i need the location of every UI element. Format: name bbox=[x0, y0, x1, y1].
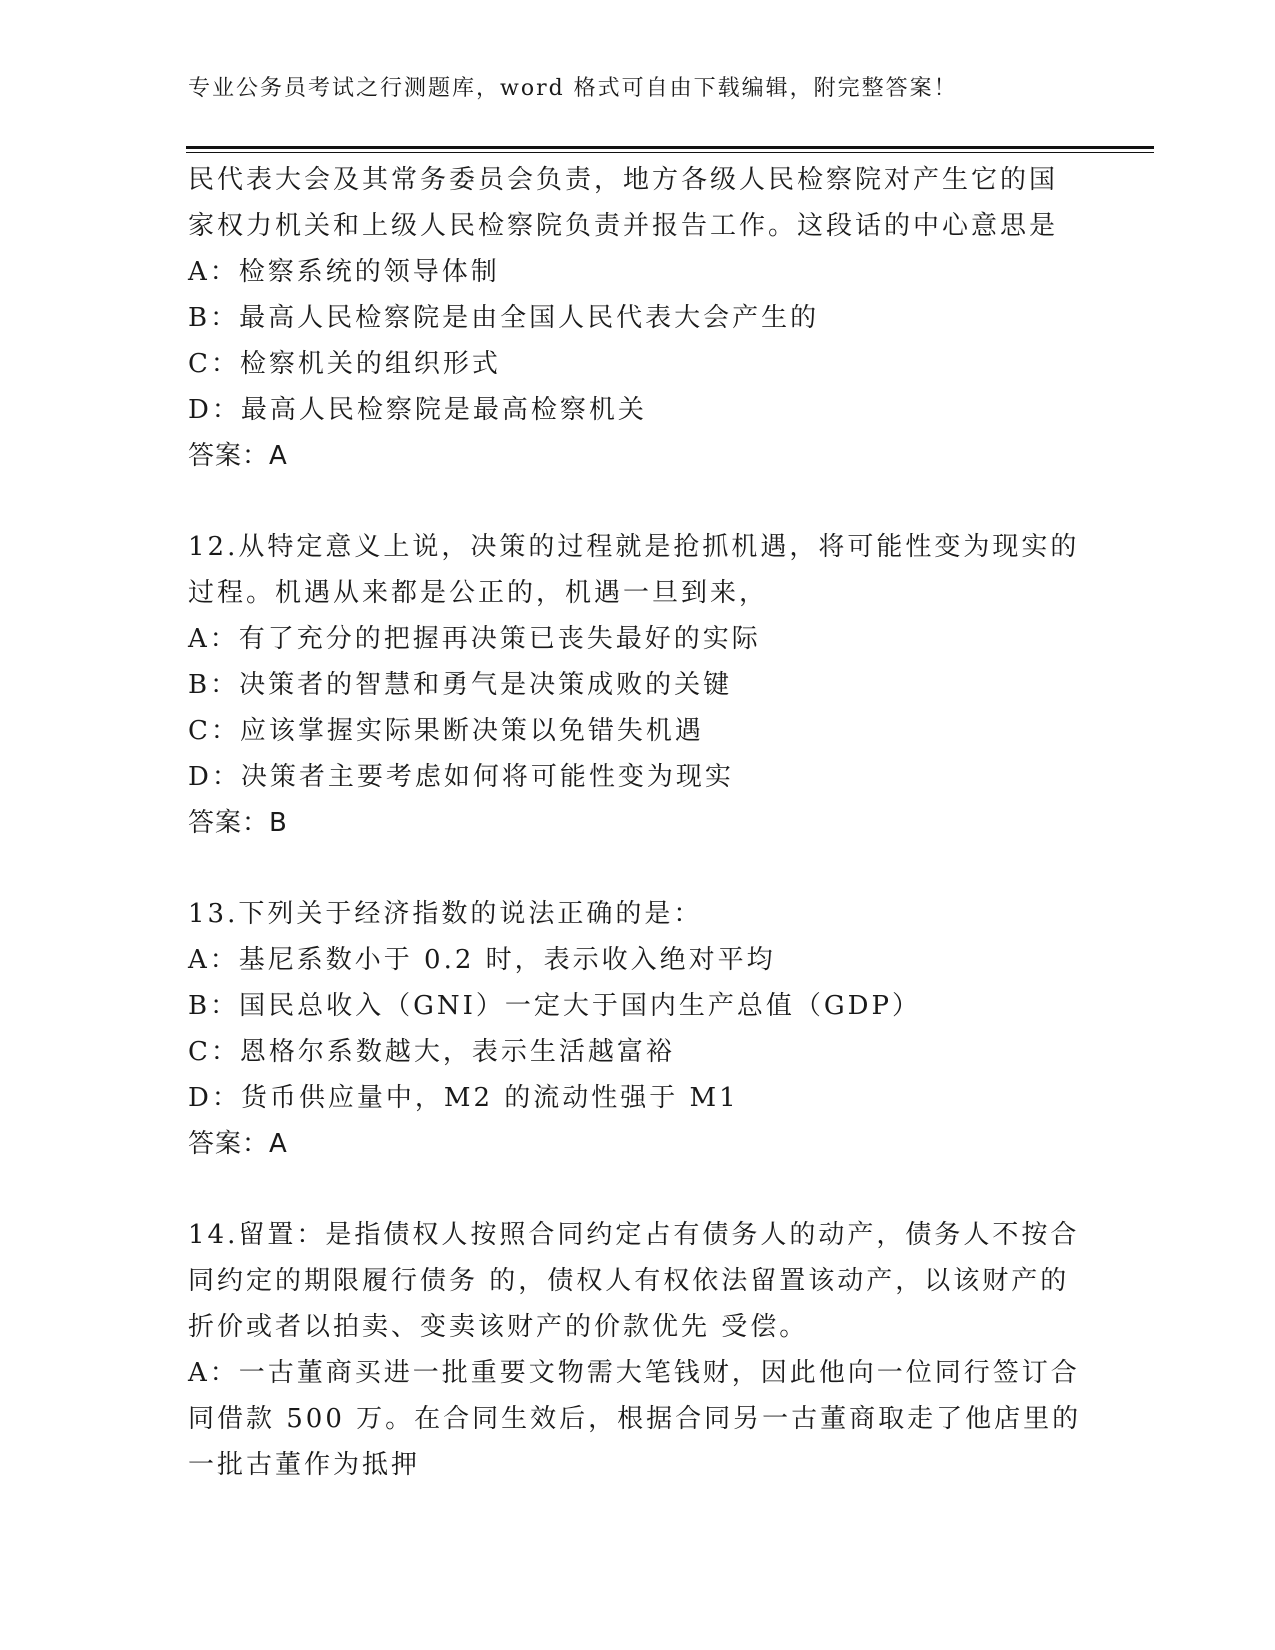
option-d: D：最高人民检察院是最高检察机关 bbox=[188, 395, 647, 425]
question-14 bbox=[188, 1212, 1088, 1488]
option-a: A：检察系统的领导体制 bbox=[188, 257, 500, 287]
question-stem-line: 民代表大会及其常务委员会负责，地方各级人民检察院对产生它的国 bbox=[188, 165, 1059, 195]
question-11 bbox=[188, 157, 1088, 479]
option-a: A：基尼系数小于 0.2 时，表示收入绝对平均 bbox=[188, 945, 776, 975]
question-stem-line: 14.留置：是指债权人按照合同约定占有债务人的动产，债务人不按合 bbox=[188, 1220, 1080, 1250]
page-header: 专业公务员考试之行测题库，word 格式可自由下载编辑，附完整答案！ bbox=[188, 76, 958, 101]
option-b: B：最高人民检察院是由全国人民代表大会产生的 bbox=[188, 303, 820, 333]
header-rule-thick bbox=[186, 146, 1154, 149]
answer: 答案：A bbox=[188, 1129, 288, 1159]
question-stem-line: 12.从特定意义上说，决策的过程就是抢抓机遇，将可能性变为现实的 bbox=[188, 532, 1080, 562]
question-12 bbox=[188, 524, 1088, 846]
answer: 答案：A bbox=[188, 441, 288, 471]
option-a: A：有了充分的把握再决策已丧失最好的实际 bbox=[188, 624, 761, 654]
option-c: C：恩格尔系数越大，表示生活越富裕 bbox=[188, 1037, 675, 1067]
option-a-line: 一批古董作为抵押 bbox=[188, 1450, 421, 1480]
option-a-line: A：一古董商买进一批重要文物需大笔钱财，因此他向一位同行签订合 bbox=[188, 1358, 1080, 1388]
document-body bbox=[188, 157, 1088, 1488]
answer: 答案：B bbox=[188, 808, 288, 838]
question-13 bbox=[188, 891, 1088, 1167]
header-rule-thin bbox=[186, 152, 1154, 153]
option-b: B：国民总收入（GNI）一定大于国内生产总值（GDP） bbox=[188, 991, 922, 1021]
option-a-line: 同借款 500 万。在合同生效后，根据合同另一古董商取走了他店里的 bbox=[188, 1404, 1082, 1434]
question-stem-line: 过程。机遇从来都是公正的，机遇一旦到来， bbox=[188, 578, 769, 608]
option-d: D：货币供应量中，M2 的流动性强于 M1 bbox=[188, 1083, 739, 1113]
question-stem-line: 同约定的期限履行债务 的，债权人有权依法留置该动产，以该财产的 bbox=[188, 1266, 1070, 1296]
option-c: C：应该掌握实际果断决策以免错失机遇 bbox=[188, 716, 704, 746]
question-stem-line: 家权力机关和上级人民检察院负责并报告工作。这段话的中心意思是 bbox=[188, 211, 1059, 241]
option-b: B：决策者的智慧和勇气是决策成败的关键 bbox=[188, 670, 733, 700]
option-c: C：检察机关的组织形式 bbox=[188, 349, 501, 379]
option-d: D：决策者主要考虑如何将可能性变为现实 bbox=[188, 762, 734, 792]
question-stem-line: 13.下列关于经济指数的说法正确的是： bbox=[188, 899, 703, 929]
question-stem-line: 折价或者以拍卖、变卖该财产的价款优先 受偿。 bbox=[188, 1312, 809, 1342]
